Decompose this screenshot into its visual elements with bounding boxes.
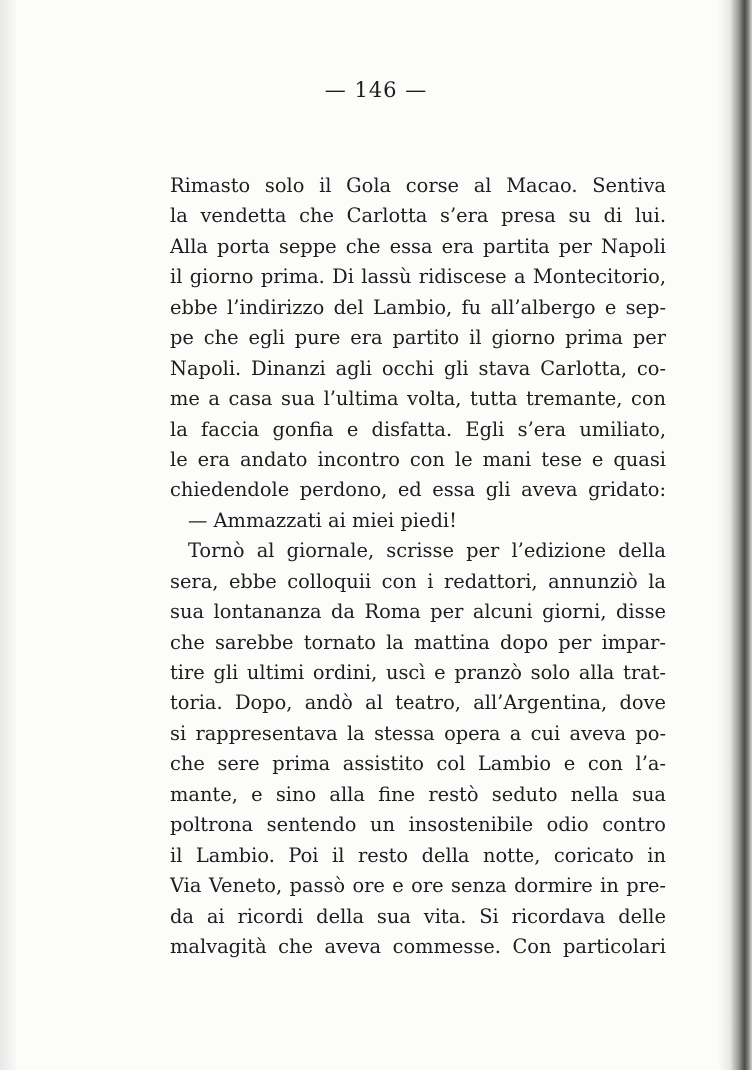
text-line: Alla porta seppe che essa era partita per Napoli	[170, 234, 666, 258]
text-line: la faccia gonfia e disfatta. Egli s’era umiliato,	[170, 417, 666, 441]
page-number: — 146 —	[324, 78, 428, 102]
text-line: sera, ebbe colloquii con i redattori, annunziò la	[170, 569, 666, 593]
text-line: da ai ricordi della sua vita. Si ricordava delle	[170, 904, 666, 928]
text-line: toria. Dopo, andò al teatro, all’Argentina, dove	[170, 691, 666, 715]
text-line: la vendetta che Carlotta s’era presa su di lui.	[170, 204, 666, 228]
text-line: il giorno prima. Di lassù ridiscese a Montecitorio,	[170, 265, 666, 289]
text-line: le era andato incontro con le mani tese e quasi	[170, 447, 666, 471]
text-line: pe che egli pure era partito il giorno prima per	[170, 326, 666, 350]
text-line: Via Veneto, passò ore e ore senza dormire in pre-	[170, 874, 666, 898]
text-line: si rappresentava la stessa opera a cui aveva po-	[170, 721, 666, 745]
body-text	[170, 171, 666, 962]
text-line: Napoli. Dinanzi agli occhi gli stava Carlotta, co-	[170, 356, 666, 380]
text-line: ebbe l’indirizzo del Lambio, fu all’albergo e sep-	[170, 295, 666, 319]
text-line: me a casa sua l’ultima volta, tutta tremante, con	[170, 387, 666, 411]
paragraph-first-line: Tornò al giornale, scrisse per l’edizione della	[188, 539, 666, 563]
dialogue-line: — Ammazzati ai miei piedi!	[188, 508, 457, 532]
page-right-edge-shadow	[718, 0, 752, 1070]
text-line: poltrona sentendo un insostenibile odio contro	[170, 813, 666, 837]
text-line: che sere prima assistito col Lambio e con l’a-	[170, 752, 666, 776]
text-line: Rimasto solo il Gola corse al Macao. Sentiva	[170, 174, 666, 197]
text-line: mante, e sino alla fine restò seduto nella sua	[170, 782, 666, 806]
text-line: il Lambio. Poi il resto della notte, coricato in	[170, 843, 666, 867]
text-line: che sarebbe tornato la mattina dopo per impar-	[170, 630, 666, 654]
text-line: malvagità che aveva commesse. Con particolari	[170, 934, 666, 958]
page-left-edge-shadow	[0, 0, 16, 1070]
text-line: tire gli ultimi ordini, uscì e pranzò solo alla trat-	[170, 661, 666, 684]
text-line: chiedendole perdono, ed essa gli aveva gridato:	[170, 478, 666, 502]
text-line: sua lontananza da Roma per alcuni giorni, disse	[170, 600, 666, 624]
